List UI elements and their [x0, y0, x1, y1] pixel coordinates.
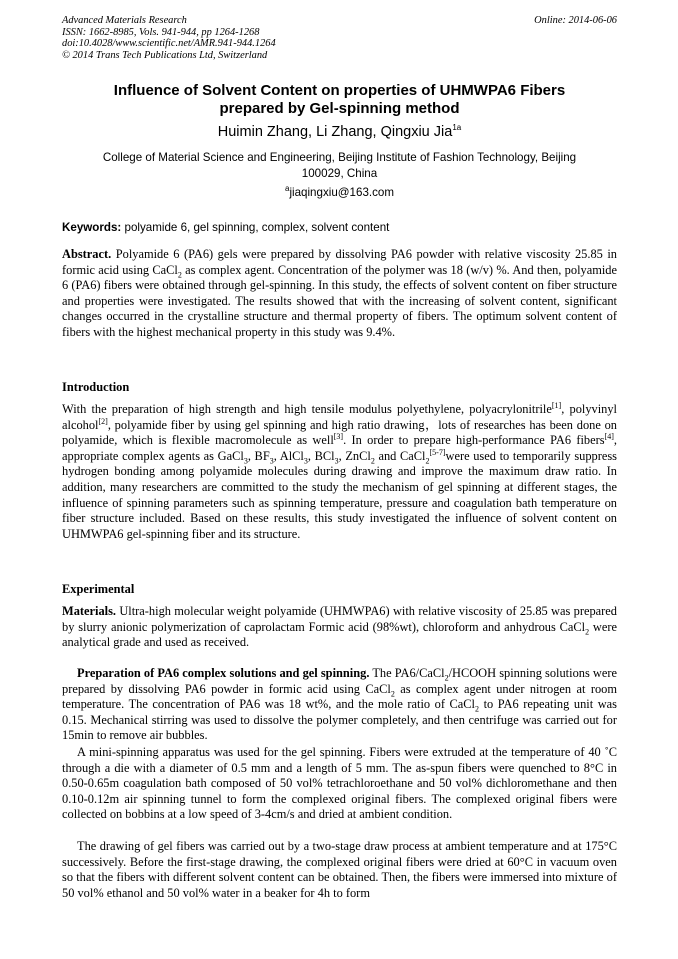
subscript: 2	[585, 627, 590, 637]
intro-text: , polyvinyl alcohol	[62, 402, 617, 432]
subscript: 3	[243, 456, 248, 466]
abstract-text-1: Polyamide 6 (PA6) gels were prepared by dissolving PA6 powder with relative viscosity 25.85 in formic acid using CaCl	[62, 247, 617, 277]
citation: [1]	[551, 400, 562, 410]
intro-text: , polyamide fiber by using gel spinning and high ratio drawing，lots of researches has been done on polyamide, which is flexible macromolecule as well	[62, 417, 617, 448]
subscript: 3	[303, 456, 308, 466]
preparation-text: to PA6 repeating unit was 0.15. Mechanical stirring was used to dissolve the polymer completely, and then centrifuge was carried out for 15min to remove air bubbles.	[62, 697, 617, 743]
materials-text: Ultra-high molecular weight polyamide (UHMWPA6) with relative viscosity of 25.85 was prepared by slurry anionic polymerization of caprolactam Formic acid (98%wt), chloroform and anhydrous CaCl	[62, 604, 617, 634]
abstract-text-2: as complex agent. Concentration of the polymer was 18 (w/v) %. And then, polyamide 6 (PA6) fibers were obtained through gel-spinning. In this study, the effects of solvent content on fiber structure and properties were investigated. The results showed that with the increasing of solvent content, significant changes occurred in the crystalline structure and thermal property of fibers. The optimum solvent content of fibers with the highest mechanical property in this study was 9.4%.	[62, 262, 617, 339]
issn: ISSN: 1662-8985, Vols. 941-944, pp 1264-1268	[62, 26, 260, 38]
preparation-paragraph	[62, 666, 617, 744]
email-address: jiaqingxiu@163.com	[289, 186, 395, 199]
abstract	[62, 247, 617, 341]
preparation-label: Preparation of PA6 complex solutions and gel spinning.	[77, 666, 370, 680]
materials-paragraph	[62, 604, 617, 651]
affiliation-line-1: College of Material Science and Engineering, Beijing Institute of Fashion Technology, Beijing	[102, 151, 577, 164]
citation: [2]	[98, 416, 108, 426]
online-date: Online: 2014-06-06	[534, 15, 617, 26]
subscript: 3	[334, 456, 339, 466]
authors	[62, 123, 617, 141]
introduction-paragraph	[62, 402, 617, 542]
citation: [4]	[604, 432, 614, 442]
drawing-paragraph: The drawing of gel fibers was carried out by a two-stage draw process at ambient temperature and at 175°C successively. Before the first-stage drawing, the complexed original fibers were dried at 60°C in vacuum oven so that the fibers with different solvent content can be obtained. Then, the fibers were immersed into mixture of 50 vol% ethanol and 50 vol% water in a beaker for 4h to form	[62, 839, 617, 900]
copyright: © 2014 Trans Tech Publications Ltd, Switzerland	[62, 49, 268, 61]
intro-text: , BF	[247, 448, 270, 463]
subscript: 2	[177, 270, 182, 280]
affiliation-line-2: 100029, China	[301, 167, 378, 180]
subscript: 2	[444, 673, 449, 683]
intro-text: With the preparation of high strength and high tensile modulus polyethylene, polyacrylonitrile	[62, 402, 552, 416]
author-superscript: 1a	[452, 123, 462, 133]
citation: [5-7]	[429, 447, 446, 457]
subscript: 2	[370, 456, 375, 466]
intro-text: , AlCl	[273, 448, 304, 463]
intro-text: were used to temporarily suppress hydrogen bonding among polyamide molecules during drawing and improve the maximum draw ratio. In addition, many researchers are committed to the study the mechanism of gel spinning at different stages, the influence of spinning parameters such as spinning temperature, pressure and coagulation bath temperature on fiber structure included. Based on these results, this study investigated the influence of solvent content on UHMWPA6 gel-spinning fiber and its structure.	[62, 448, 617, 541]
intro-text: , appropriate complex agents as GaCl	[62, 433, 618, 463]
intro-text: , BCl	[307, 448, 335, 463]
keywords-label: Keywords:	[62, 221, 122, 234]
intro-text: , ZnCl	[338, 448, 371, 463]
title-line-2: prepared by Gel-spinning method	[219, 100, 460, 117]
preparation-text: /HCOOH spinning solutions were prepared by dissolving PA6 powder in formic acid using CaCl	[62, 666, 617, 696]
keywords-text: polyamide 6, gel spinning, complex, solvent content	[121, 221, 390, 234]
experimental-heading: Experimental	[62, 582, 135, 596]
journal-name: Advanced Materials Research	[62, 15, 187, 26]
affiliation	[62, 150, 617, 182]
author-names: Huimin Zhang, Li Zhang, Qingxiu Jia	[217, 124, 453, 140]
citation: [3]	[333, 432, 344, 442]
subscript: 2	[475, 704, 480, 714]
journal-header	[62, 15, 617, 61]
subscript: 2	[390, 689, 395, 699]
abstract-label: Abstract.	[62, 247, 112, 261]
paper-title	[62, 82, 617, 118]
email-superscript: a	[284, 184, 290, 194]
introduction-heading: Introduction	[62, 380, 130, 394]
email-line	[62, 185, 617, 201]
preparation-text: The PA6/CaCl	[369, 666, 445, 680]
title-line-1: Influence of Solvent Content on properties of UHMWPA6 Fibers	[113, 82, 566, 99]
keywords	[62, 220, 617, 236]
subscript: 3	[269, 456, 274, 466]
subscript: 2	[425, 456, 430, 466]
intro-text: and CaCl	[374, 448, 426, 463]
materials-label: Materials.	[62, 604, 117, 618]
intro-text: . In order to prepare high-performance PA6 fibers	[343, 433, 605, 448]
preparation-text: as complex agent under nitrogen at room temperature. The concentration of PA6 was 18 wt%, and the mole ratio of CaCl	[62, 681, 617, 712]
spinning-paragraph: A mini-spinning apparatus was used for the gel spinning. Fibers were extruded at the temperature of 40 ˚C through a die with a diameter of 0.5 mm and a length of 5 mm. The as-spun fibers were quenched to 8°C in 0.50-0.65m coagulation bath composed of 50 vol% tetrachloroethane and 50 vol% dichloromethane and then 0.10-0.12m air spinning tunnel to form the complexed original fibers. The complexed original fibers were collected on bobbins at a low speed of 3-4cm/s and dried at ambient condition.	[62, 745, 617, 822]
materials-text: were analytical grade and used as received.	[62, 619, 617, 650]
doi: doi:10.4028/www.scientific.net/AMR.941-944.1264	[62, 38, 276, 50]
